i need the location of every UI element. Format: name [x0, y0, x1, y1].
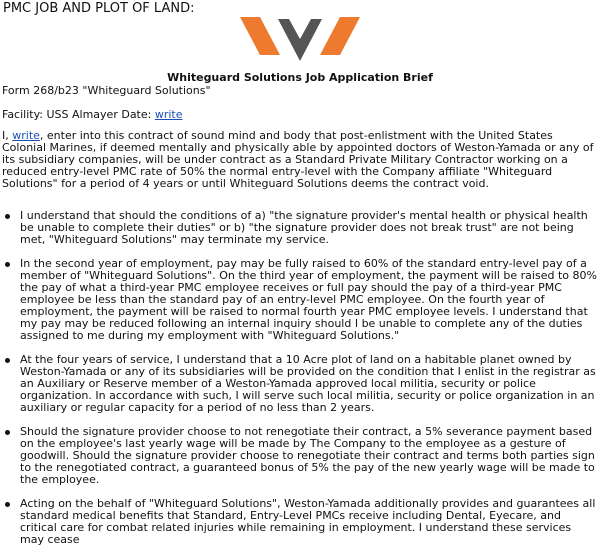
- intro-prefix: I,: [2, 129, 13, 142]
- term-item: [0, 498, 600, 546]
- facility-line: [2, 108, 183, 122]
- term-text: At the four years of service, I understand that a 10 Acre plot of land on a habitable planet owned by Weston-Yamada or any of its subsidiaries will be provided on the condition that I enlist in the registrar as an Auxiliary or Reserve member of a Weston-Yamada approved local militia, security or police organization. In accordance with such, I will serve such local militia, security or police organization in an auxiliary or regular capacity for a period of no less than 2 years.: [20, 353, 596, 414]
- brief-title: Whiteguard Solutions Job Application Brief: [167, 71, 433, 84]
- intro-paragraph: [2, 130, 596, 190]
- logo-right-chevron: [320, 17, 360, 55]
- bullet-icon: [5, 358, 10, 363]
- term-text: In the second year of employment, pay may be fully raised to 60% of the standard entry-level pay of a member of "Whiteguard Solutions". On the third year of employment, the payment will be raised to 80% the pay of what a third-year PMC employee receives or full pay should the pay of a third-year PMC employee be less than the standard pay of an entry-level PMC employee. On the fourth year of employment, the payment will be raised to normal fourth year PMC employee levels. I understand that my pay may be reduced following an internal inquiry should I be unable to complete any of the duties assigned to me during my employment with "Whiteguard Solutions.": [20, 257, 597, 342]
- term-item: [0, 210, 600, 246]
- page-heading: PMC JOB AND PLOT OF LAND:: [3, 1, 195, 16]
- term-item: [0, 258, 600, 342]
- bullet-icon: [5, 214, 10, 219]
- bullet-icon: [5, 262, 10, 267]
- date-write-link[interactable]: write: [154, 108, 183, 121]
- bullet-icon: [5, 502, 10, 507]
- terms-list: [0, 210, 600, 558]
- weyland-logo: [240, 17, 360, 61]
- logo-left-chevron: [240, 17, 280, 55]
- facility-label: Facility: USS Almayer Date:: [2, 108, 155, 121]
- term-item: [0, 354, 600, 414]
- term-text: I understand that should the conditions of a) "the signature provider's mental health or physical health be unable to complete their duties" or b) "the signature provider does not break trust" are not being met, "Whiteguard Solutions" may terminate my service.: [20, 209, 588, 246]
- term-text: Acting on the behalf of "Whiteguard Solutions", Weston-Yamada additionally provides and guarantees all standard medical benefits that Standard, Entry-Level PMCs receive including Dental, Eyecare, and critical care for combat related injuries while remaining in employment. I understand these services may cease: [20, 497, 596, 546]
- form-number: Form 268/b23 "Whiteguard Solutions": [2, 84, 211, 97]
- term-text: Should the signature provider choose to not renegotiate their contract, a 5% severance payment based on the employee's last yearly wage will be made by The Company to the employee as a gesture of goodwill. Should the signature provider choose to renegotiate their contract and terms both parties sign to the renegotiated contract, a guaranteed bonus of 5% the pay of the new yearly wage will be made to the employee.: [20, 425, 595, 486]
- bullet-icon: [5, 430, 10, 435]
- name-write-link[interactable]: write: [12, 129, 40, 142]
- term-item: [0, 426, 600, 486]
- intro-body: , enter into this contract of sound mind and body that post-enlistment with the United States Colonial Marines, if deemed mentally and physically able by appointed doctors of Weston-Yamada or any of its subsidiary companies, will be under contract as a Standard Private Military Contractor working on a reduced entry-level PMC rate of 50% the normal entry-level with the Company affiliate "Whiteguard Solutions" for a period of 4 years or until Whiteguard Solutions deems the contract void.: [2, 129, 594, 190]
